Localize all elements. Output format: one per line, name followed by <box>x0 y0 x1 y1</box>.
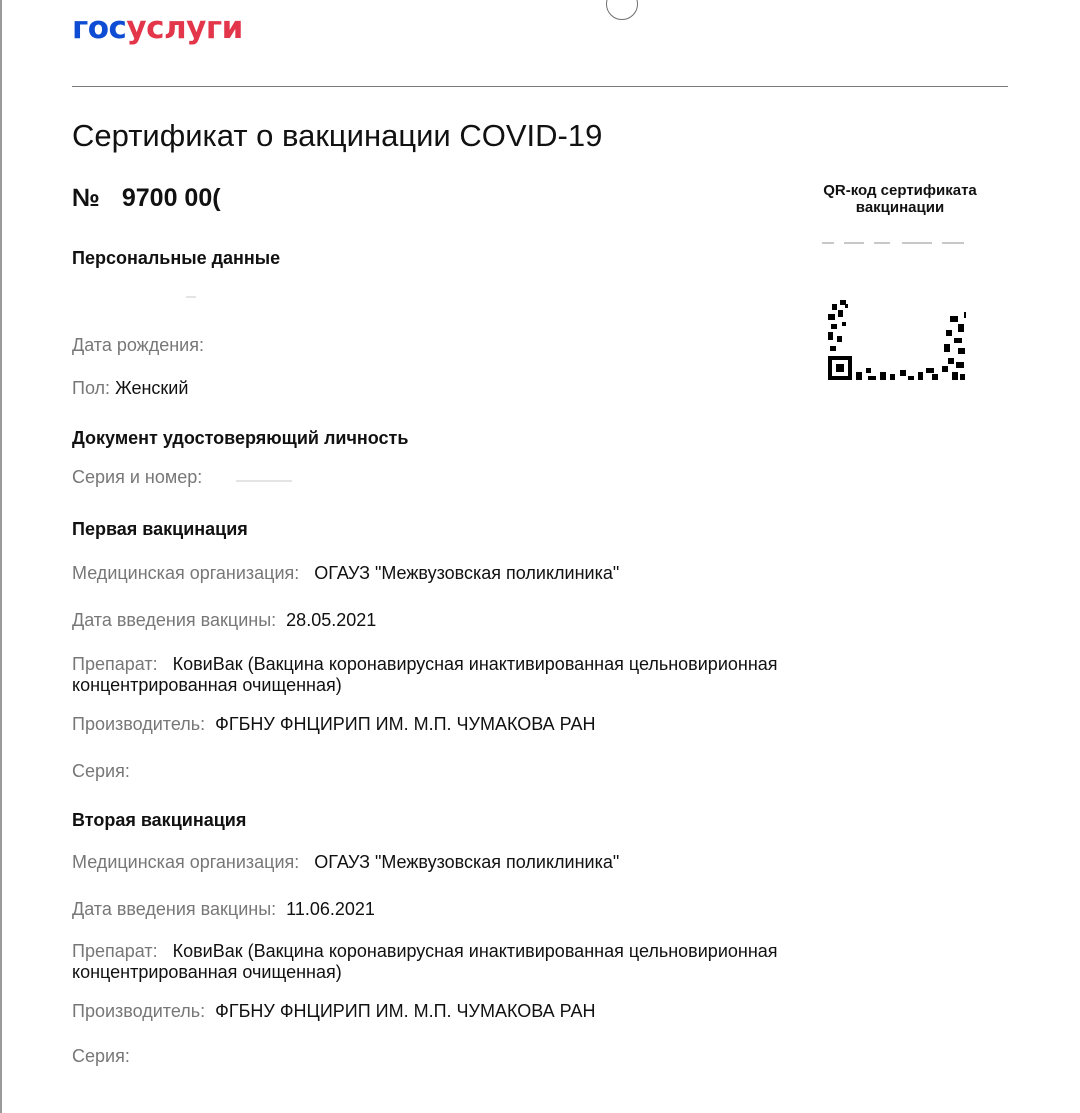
gosuslugi-logo <box>72 10 243 46</box>
second-drug-row <box>72 941 1002 983</box>
sex-row <box>72 378 1002 399</box>
first-series-label: Серия: <box>72 761 130 781</box>
first-maker-value: ФГБНУ ФНЦИРИП ИМ. М.П. ЧУМАКОВА РАН <box>215 714 596 734</box>
first-drug-label: Препарат: <box>72 654 158 674</box>
first-maker-label: Производитель: <box>72 714 206 734</box>
header-divider <box>72 86 1008 87</box>
redacted-name <box>186 296 196 298</box>
qr-label <box>800 182 1000 216</box>
second-date-label: Дата введения вакцины: <box>72 899 277 919</box>
qr-label-line-2: вакцинации <box>855 199 945 216</box>
certificate-number <box>72 184 221 213</box>
first-drug-value-line-1: КовиВак (Вакцина коронавирусная инактивированная цельновирионная <box>172 654 778 674</box>
second-vaccination-heading: Вторая вакцинация <box>72 810 247 830</box>
first-series-row <box>72 761 1002 782</box>
second-date-row <box>72 899 1002 920</box>
first-org-row <box>72 563 1002 584</box>
sex-label: Пол: <box>72 378 111 398</box>
first-date-row <box>72 610 1002 631</box>
second-series-label: Серия: <box>72 1046 130 1066</box>
first-maker-row <box>72 714 1002 735</box>
circle-icon <box>606 0 638 20</box>
id-document-heading: Документ удостоверяющий личность <box>72 428 409 448</box>
second-maker-value: ФГБНУ ФНЦИРИП ИМ. М.П. ЧУМАКОВА РАН <box>215 1001 596 1021</box>
second-series-row <box>72 1046 1002 1067</box>
qr-redacted-top <box>822 242 964 245</box>
page-left-edge <box>0 0 2 1113</box>
second-maker-row <box>72 1001 1002 1022</box>
second-drug-value-line-2: концентрированная очищенная) <box>72 962 342 982</box>
first-org-value: ОГАУЗ "Межвузовская поликлиника" <box>314 563 620 583</box>
second-maker-label: Производитель: <box>72 1001 206 1021</box>
sex-value: Женский <box>115 378 189 398</box>
first-org-label: Медицинская организация: <box>72 563 300 583</box>
qr-label-line-1: QR-код сертификата <box>823 182 977 199</box>
second-org-value: ОГАУЗ "Межвузовская поликлиника" <box>314 852 620 872</box>
birth-date-label: Дата рождения: <box>72 335 204 355</box>
second-drug-value-line-1: КовиВак (Вакцина коронавирусная инактивированная цельновирионная <box>172 941 778 961</box>
second-date-value: 11.06.2021 <box>286 899 375 919</box>
first-date-value: 28.05.2021 <box>286 610 377 630</box>
second-org-row <box>72 852 1002 873</box>
certificate-number-value: 9700 00( <box>121 184 221 212</box>
personal-data-heading: Персональные данные <box>72 248 281 268</box>
second-drug-label: Препарат: <box>72 941 158 961</box>
logo-part-1: гос <box>72 10 127 46</box>
first-date-label: Дата введения вакцины: <box>72 610 277 630</box>
first-vaccination-heading: Первая вакцинация <box>72 519 248 539</box>
id-series-label: Серия и номер: <box>72 467 203 487</box>
redacted-id-number <box>236 480 292 482</box>
id-series-row <box>72 467 1002 488</box>
first-drug-row <box>72 654 1002 696</box>
logo-part-2: услуги <box>126 10 243 46</box>
second-org-label: Медицинская организация: <box>72 852 300 872</box>
birth-date-row <box>72 335 1002 356</box>
page-title: Сертификат о вакцинации COVID-19 <box>72 118 603 153</box>
first-drug-value-line-2: концентрированная очищенная) <box>72 675 342 695</box>
number-sign: № <box>72 184 100 212</box>
